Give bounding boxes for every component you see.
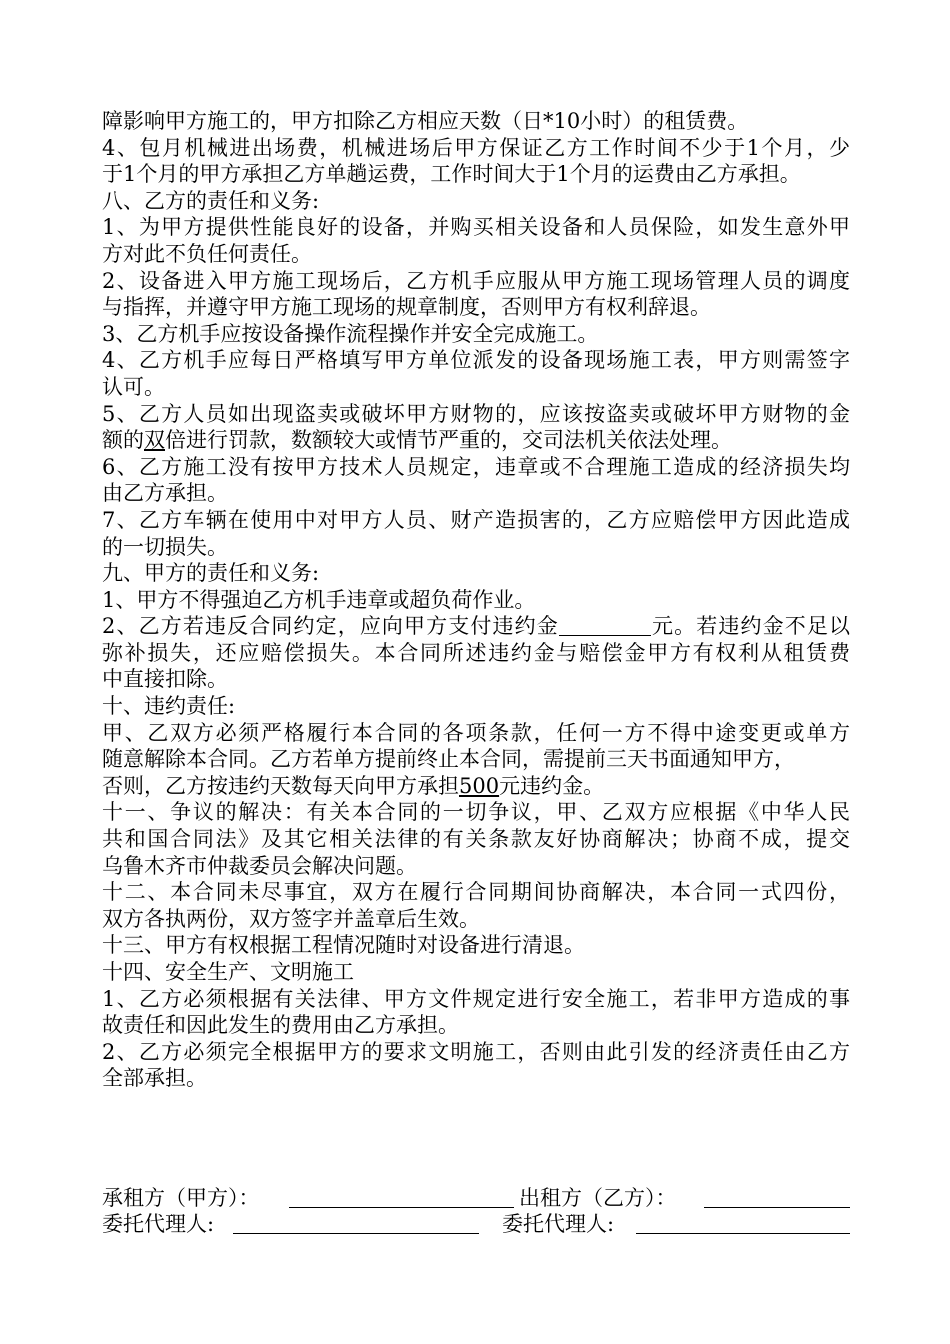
- lessor-signature-line[interactable]: [704, 1185, 850, 1208]
- text-line: 认可。: [102, 374, 165, 399]
- text-line: 方对此不负任何责任。: [102, 241, 312, 266]
- text-line: 十四、安全生产、文明施工: [102, 960, 354, 984]
- signature-row-parties: [102, 1185, 850, 1211]
- lessor-agent-signature-line[interactable]: [636, 1211, 850, 1234]
- agent-label-lessee: 委托代理人:: [102, 1212, 215, 1236]
- text-line: 4、包月机械进出场费，机械进场后甲方保证乙方工作时间不少于1个月，少: [102, 135, 850, 160]
- text-line: 1、为甲方提供性能良好的设备，并购买相关设备和人员保险，如发生意外甲: [102, 215, 850, 240]
- text-line: 障影响甲方施工的，甲方扣除乙方相应天数（日*10小时）的租赁费。: [102, 109, 749, 133]
- text-line: 共和国合同法》及其它相关法律的有关条款友好协商解决；协商不成，提交: [102, 827, 850, 852]
- text-line: 6、乙方施工没有按甲方技术人员规定，违章或不合理施工造成的经济损失均: [102, 454, 850, 479]
- text-line: 5、乙方人员如出现盗卖或破坏甲方财物的，应该按盗卖或破坏甲方财物的金: [102, 401, 850, 426]
- text-line: 双方各执两份，双方签字并盖章后生效。: [102, 906, 480, 931]
- text-line: 1、乙方必须根据有关法律、甲方文件规定进行安全施工，若非甲方造成的事: [102, 986, 850, 1011]
- text-line: 故责任和因此发生的费用由乙方承担。: [102, 1013, 459, 1038]
- text-line: 八、乙方的责任和义务:: [102, 188, 320, 213]
- lessor-label: 出租方（乙方）：: [519, 1186, 677, 1210]
- signature-row-agents: [102, 1211, 850, 1237]
- text-line: 于1个月的甲方承担乙方单趟运费，工作时间大于1个月的运费由乙方承担。: [102, 162, 801, 187]
- text-line: 十一、争议的解决：有关本合同的一切争议，甲、乙双方应根据《中华人民: [102, 800, 850, 825]
- text-segment: 倍进行罚款，数额较大或情节严重的，交司法机关依法处理。: [165, 428, 732, 453]
- text-line: 中直接扣除。: [102, 667, 228, 692]
- lessee-label: 承租方（甲方）：: [102, 1186, 260, 1210]
- text-segment: 额的: [102, 428, 144, 453]
- text-line: 3、乙方机手应按设备操作流程操作并安全完成施工。: [102, 321, 599, 346]
- text-line: [102, 427, 850, 454]
- text-line: 十、违约责任:: [102, 694, 236, 719]
- text-line: 的一切损失。: [102, 534, 228, 559]
- text-line: 全部承担。: [102, 1066, 207, 1091]
- text-line: 乌鲁木齐市仲裁委员会解决问题。: [102, 853, 417, 878]
- penalty-amount-blank[interactable]: [559, 615, 651, 636]
- text-line: 九、甲方的责任和义务:: [102, 561, 320, 586]
- agent-label-lessor: 委托代理人:: [502, 1212, 615, 1236]
- text-line: [102, 773, 850, 800]
- text-line: 7、乙方车辆在使用中对甲方人员、财产造损害的，乙方应赔偿甲方因此造成: [102, 507, 850, 532]
- text-line: 随意解除本合同。乙方若单方提前终止本合同，需提前三天书面通知甲方，: [102, 747, 795, 772]
- text-segment: 否则，乙方按违约天数每天向甲方承担: [102, 773, 459, 798]
- text-line: 弥补损失，还应赔偿损失。本合同所述违约金与赔偿金甲方有权利从租赁费: [102, 640, 850, 665]
- text-line: 十二、本合同未尽事宜，双方在履行合同期间协商解决，本合同一式四份，: [102, 880, 850, 905]
- text-line: 2、乙方必须完全根据甲方的要求文明施工，否则由此引发的经济责任由乙方: [102, 1039, 850, 1064]
- text-line: 2、设备进入甲方施工现场后，乙方机手应服从甲方施工现场管理人员的调度: [102, 268, 850, 293]
- contract-body: [102, 108, 850, 1092]
- text-line: 甲、乙双方必须严格履行本合同的各项条款，任何一方不得中途变更或单方: [102, 720, 850, 745]
- text-segment: 2、乙方若违反合同约定，应向甲方支付违约金: [102, 614, 559, 639]
- text-segment: 元。若违约金不足以: [650, 614, 850, 639]
- text-line: 1、甲方不得强迫乙方机手违章或超负荷作业。: [102, 587, 536, 612]
- underlined-value: 500: [459, 773, 500, 798]
- lessee-agent-signature-line[interactable]: [233, 1211, 479, 1234]
- text-line: [102, 613, 850, 640]
- text-segment: 元违约金。: [499, 773, 605, 798]
- text-line: 4、乙方机手应每日严格填写甲方单位派发的设备现场施工表，甲方则需签字: [102, 348, 850, 373]
- underlined-value: 双: [144, 428, 165, 453]
- lessee-signature-line[interactable]: [289, 1185, 514, 1208]
- text-line: 与指挥，并遵守甲方施工现场的规章制度，否则甲方有权利辞退。: [102, 295, 711, 320]
- text-line: 由乙方承担。: [102, 481, 228, 506]
- text-line: 十三、甲方有权根据工程情况随时对设备进行清退。: [102, 933, 585, 958]
